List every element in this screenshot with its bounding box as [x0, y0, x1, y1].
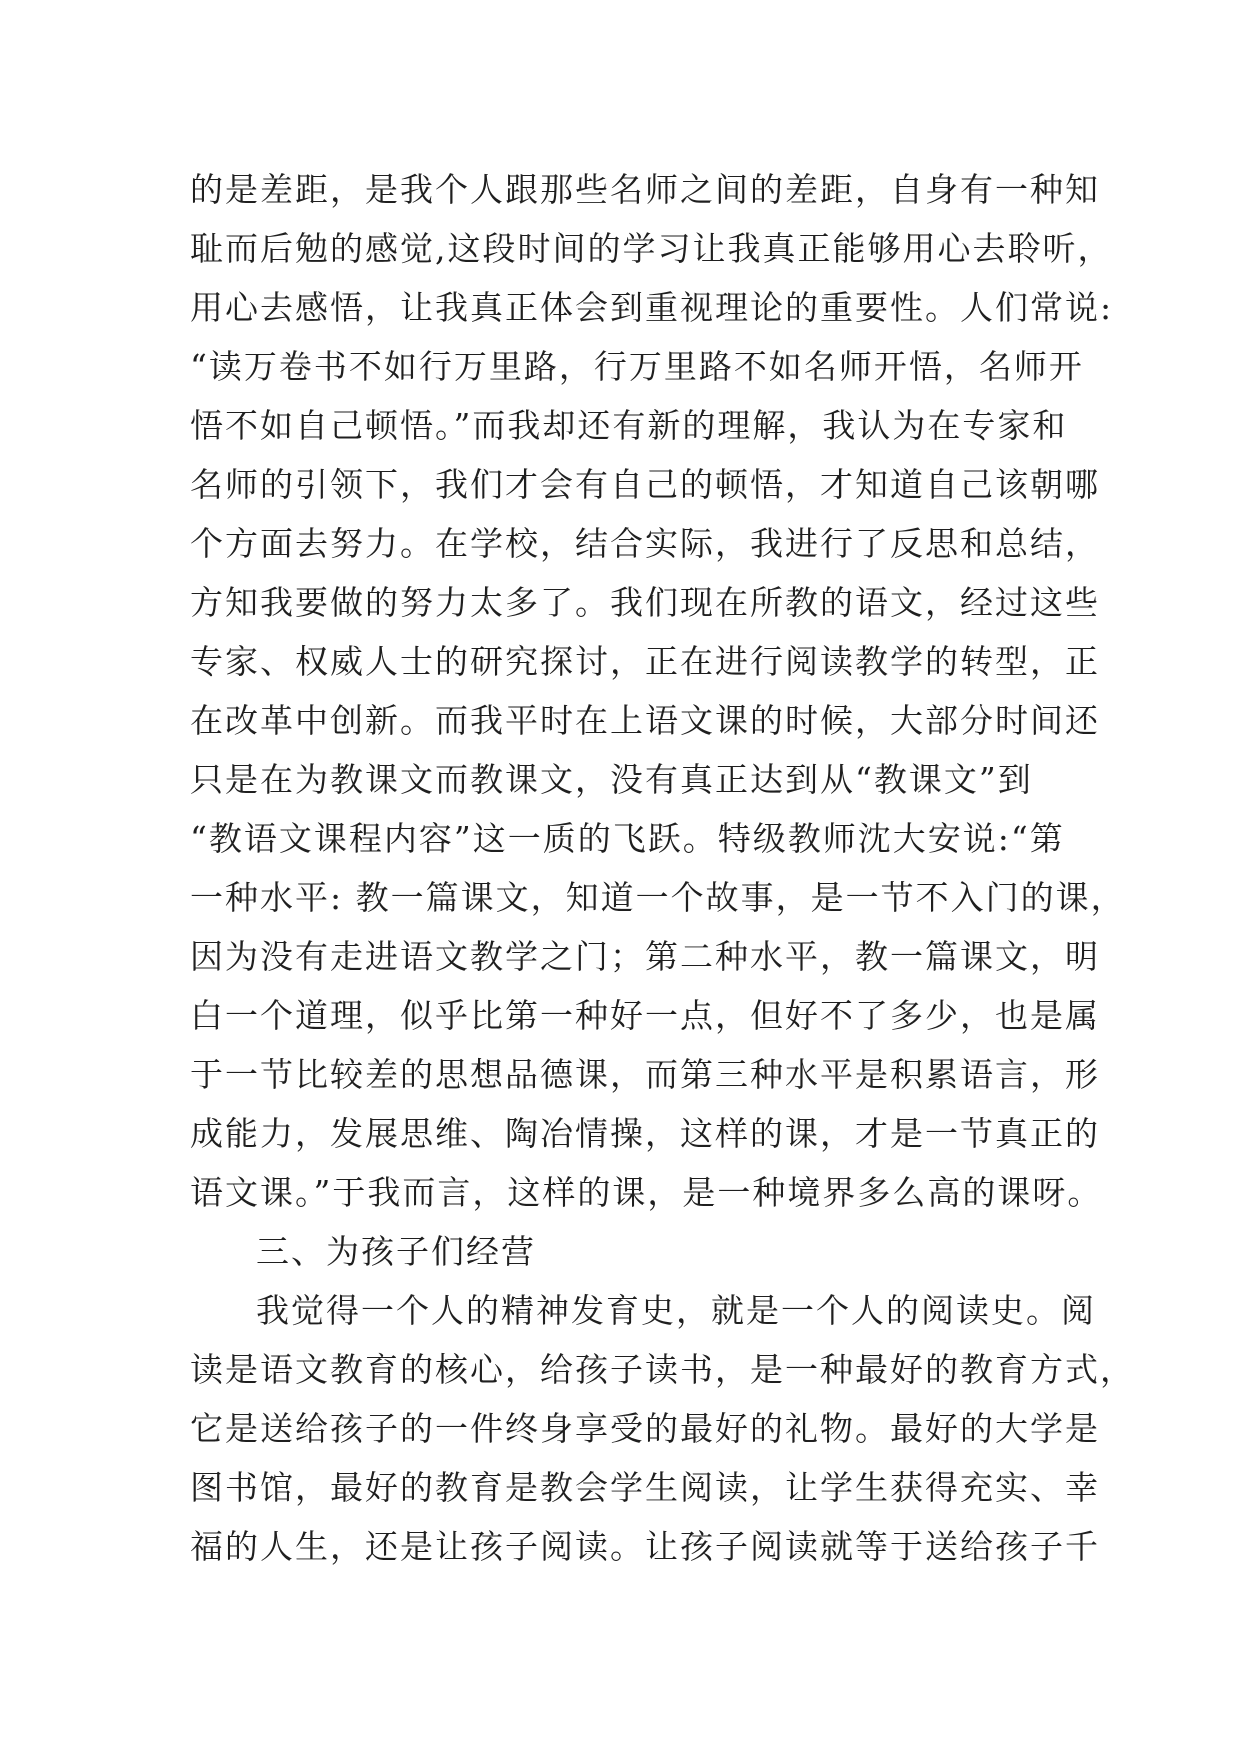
text-line: “读万卷书不如行万里路，行万里路不如名师开悟，名师开 — [190, 347, 1084, 386]
text-line: 个方面去努力。在学校，结合实际，我进行了反思和总结， — [190, 524, 1100, 563]
text-line: 一种水平: 教一篇课文，知道一个故事，是一节不入门的课， — [190, 878, 1126, 917]
text-line: 因为没有走进语文教学之门；第二种水平，教一篇课文，明 — [190, 937, 1100, 976]
text-line: 方知我要做的努力太多了。我们现在所教的语文，经过这些 — [190, 583, 1100, 622]
text-line: 读是语文教育的核心，给孩子读书，是一种最好的教育方式， — [190, 1350, 1135, 1389]
body-text — [190, 160, 1135, 1576]
text-line: 图书馆，最好的教育是教会学生阅读，让学生获得充实、幸 — [190, 1468, 1100, 1507]
text-line: 白一个道理，似乎比第一种好一点，但好不了多少，也是属 — [190, 996, 1100, 1035]
text-line: “教语文课程内容”这一质的飞跃。特级教师沈大安说:“第 — [190, 819, 1065, 858]
text-line: 悟不如自己顿悟。”而我却还有新的理解，我认为在专家和 — [190, 406, 1068, 445]
text-line: 名师的引领下，我们才会有自己的顿悟，才知道自己该朝哪 — [190, 465, 1100, 504]
text-line: 在改革中创新。而我平时在上语文课的时候，大部分时间还 — [190, 701, 1100, 740]
text-line: 用心去感悟，让我真正体会到重视理论的重要性。人们常说: — [190, 288, 1114, 327]
paragraph-first-line: 我觉得一个人的精神发育史，就是一个人的阅读史。阅 — [256, 1291, 1096, 1330]
text-line: 成能力，发展思维、陶冶情操，这样的课，才是一节真正的 — [190, 1114, 1100, 1153]
text-line: 耻而后勉的感觉,这段时间的学习让我真正能够用心去聆听， — [190, 229, 1113, 268]
text-line: 它是送给孩子的一件终身享受的最好的礼物。最好的大学是 — [190, 1409, 1100, 1448]
text-line: 只是在为教课文而教课文，没有真正达到从“教课文”到 — [190, 760, 1033, 799]
text-line: 福的人生，还是让孩子阅读。让孩子阅读就等于送给孩子千 — [190, 1527, 1100, 1566]
text-line: 语文课。”于我而言，这样的课，是一种境界多么高的课呀。 — [190, 1173, 1103, 1212]
text-line: 专家、权威人士的研究探讨，正在进行阅读教学的转型，正 — [190, 642, 1100, 681]
text-line: 于一节比较差的思想品德课，而第三种水平是积累语言，形 — [190, 1055, 1100, 1094]
text-line: 的是差距，是我个人跟那些名师之间的差距，自身有一种知 — [190, 170, 1100, 209]
section-heading: 三、为孩子们经营 — [256, 1232, 536, 1271]
